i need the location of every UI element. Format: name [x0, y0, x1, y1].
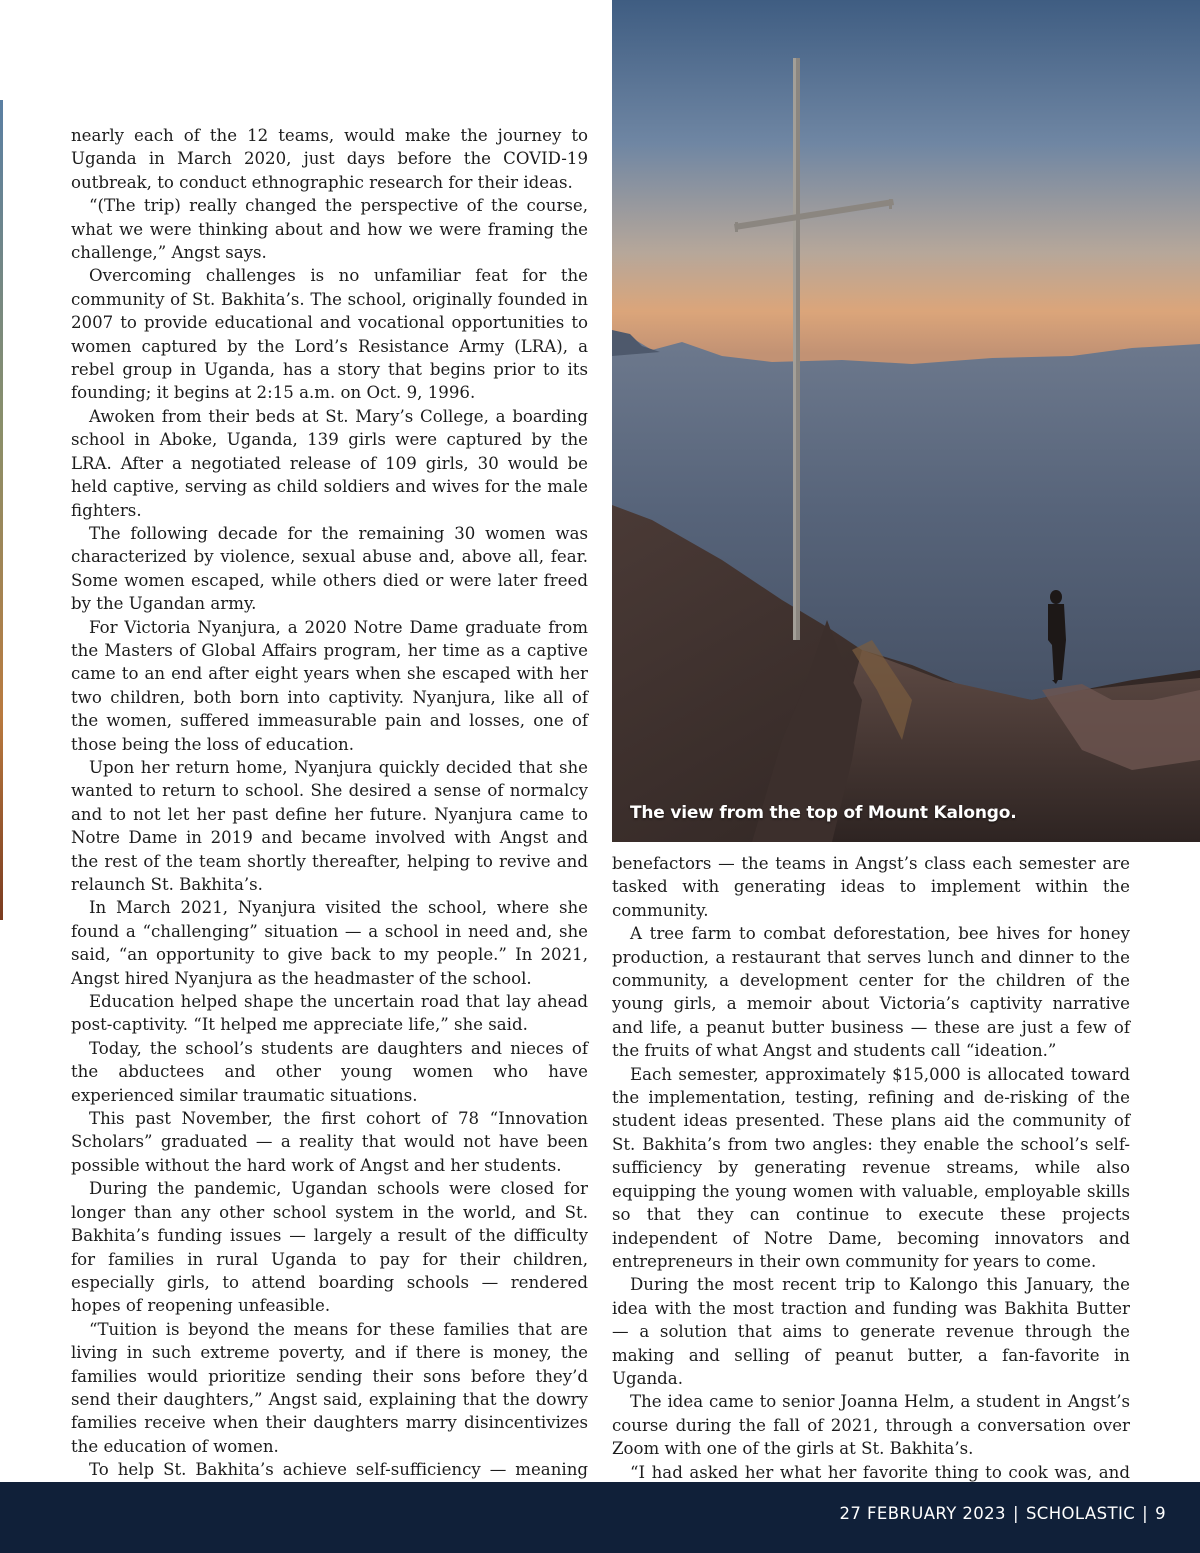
paragraph: Today, the school’s students are daughters and nieces of the abductees and other young women who have experienced similar traumatic situations. [71, 1038, 588, 1105]
paragraph: This past November, the first cohort of 78 “Innovation Scholars” graduated — a reality that would not have been possible without the hard work of Angst and her students. [71, 1109, 588, 1175]
paragraph: For Victoria Nyanjura, a 2020 Notre Dame graduate from the Masters of Global Affairs program, her time as a captive came to an end after eight years when she escaped with her two children, both born into captivity. Nyanjura, like all of the women, suffered immeasurable pain and losses, one of those being the loss of education. [71, 617, 588, 754]
article-column-right [612, 852, 1130, 1531]
page-footer [0, 1482, 1200, 1553]
paragraph: “I had asked her what her favorite thing to cook was, and [630, 1462, 1130, 1482]
paragraph: The following decade for the remaining 30 women was characterized by violence, sexual abuse and, above all, fear. Some women escaped, while others died or were later freed by the Ugandan army. [71, 523, 588, 614]
paragraph: nearly each of the 12 teams, would make the journey to Uganda in March 2020, just days before the COVID-19 outbreak, to conduct ethnographic research for their ideas. [71, 126, 588, 192]
paragraph: Upon her return home, Nyanjura quickly decided that she wanted to return to school. She desired a sense of normalcy and to not let her past define her future. Nyanjura came to Notre Dame in 2019 and became involved with Angst and the rest of the team shortly thereafter, helping to revive and relaunch St. Bakhita’s. [71, 757, 588, 894]
paragraph: Each semester, approximately $15,000 is allocated toward the implementation, testing, refining and de-risking of the student ideas presented. These plans aid the community of St. Bakhita’s from two angles: they enable the school’s self-sufficiency by generating revenue streams, while also equipping the young women with valuable, employable skills so that they can continue to execute these projects independent of Notre Dame, becoming innovators and entrepreneurs in their own community for years to come. [612, 1064, 1130, 1271]
paragraph: To help St. Bakhita’s achieve self-sufficiency — meaning [89, 1460, 588, 1480]
paragraph: Education helped shape the uncertain road that lay ahead post-captivity. “It helped me appreciate life,” she said. [71, 992, 588, 1035]
paragraph: Awoken from their beds at St. Mary’s College, a boarding school in Aboke, Uganda, 139 girls were captured by the LRA. After a negotiated release of 109 girls, 30 would be held captive, serving as child soldiers and wives for the male fighters. [71, 406, 588, 520]
footer-separator: | [1012, 1504, 1019, 1523]
paragraph: A tree farm to combat deforestation, bee hives for honey production, a restaurant that serves lunch and dinner to the community, a development center for the children of the young girls, a memoir about Victoria’s captivity narrative and life, a peanut butter business — these are just a few of the fruits of what Angst and students call “ideation.” [612, 924, 1130, 1061]
paragraph: During the most recent trip to Kalongo this January, the idea with the most traction and funding was Bakhita Butter — a solution that aims to generate revenue through the making and selling of peanut butter, a fan-favorite in Uganda. [612, 1275, 1130, 1388]
paragraph: Overcoming challenges is no unfamiliar feat for the community of St. Bakhita’s. The school, originally founded in 2007 to provide educational and vocational opportunities to women captured by the Lord’s Resistance Army (LRA), a rebel group in Uganda, has a story that begins prior to its founding; it begins at 2:15 a.m. on Oct. 9, 1996. [71, 266, 588, 403]
photo-caption: The view from the top of Mount Kalongo. [630, 803, 1017, 823]
paragraph: During the pandemic, Ugandan schools were closed for longer than any other school system in the world, and St. Bakhita’s funding issues — largely a result of the difficulty for families in rural Uganda to pay for their children, especially girls, to attend boarding schools — rendered hopes of reopening unfeasible. [71, 1179, 588, 1316]
adjacent-page-edge [0, 100, 3, 920]
paragraph: In March 2021, Nyanjura visited the school, where she found a “challenging” situation — a school in need and, she said, “an opportunity to give back to my people.” In 2021, Angst hired Nyanjura as the headmaster of the school. [71, 898, 588, 988]
footer-separator: | [1142, 1504, 1149, 1523]
paragraph: The idea came to senior Joanna Helm, a student in Angst’s course during the fall of 2021, through a conversation over Zoom with one of the girls at St. Bakhita’s. [612, 1392, 1130, 1459]
article-column-left [71, 124, 588, 1552]
mount-kalongo-photo [612, 0, 1200, 842]
footer-publication: SCHOLASTIC [1025, 1504, 1136, 1523]
paragraph: “(The trip) really changed the perspective of the course, what we were thinking about and how we were framing the challenge,” Angst says. [71, 196, 588, 263]
footer-date: 27 FEBRUARY 2023 [839, 1504, 1006, 1523]
page-number: 9 [1155, 1504, 1166, 1523]
paragraph: “Tuition is beyond the means for these families that are living in such extreme poverty, and if there is money, the families would prioritize sending their sons before they’d send their daughters,” Angst said, explaining that the dowry families receive when their daughters marry disincentivizes the education of women. [71, 1319, 588, 1456]
folio [840, 1504, 1166, 1523]
paragraph: benefactors — the teams in Angst’s class each semester are tasked with generating ideas to implement within the community. [612, 854, 1130, 920]
